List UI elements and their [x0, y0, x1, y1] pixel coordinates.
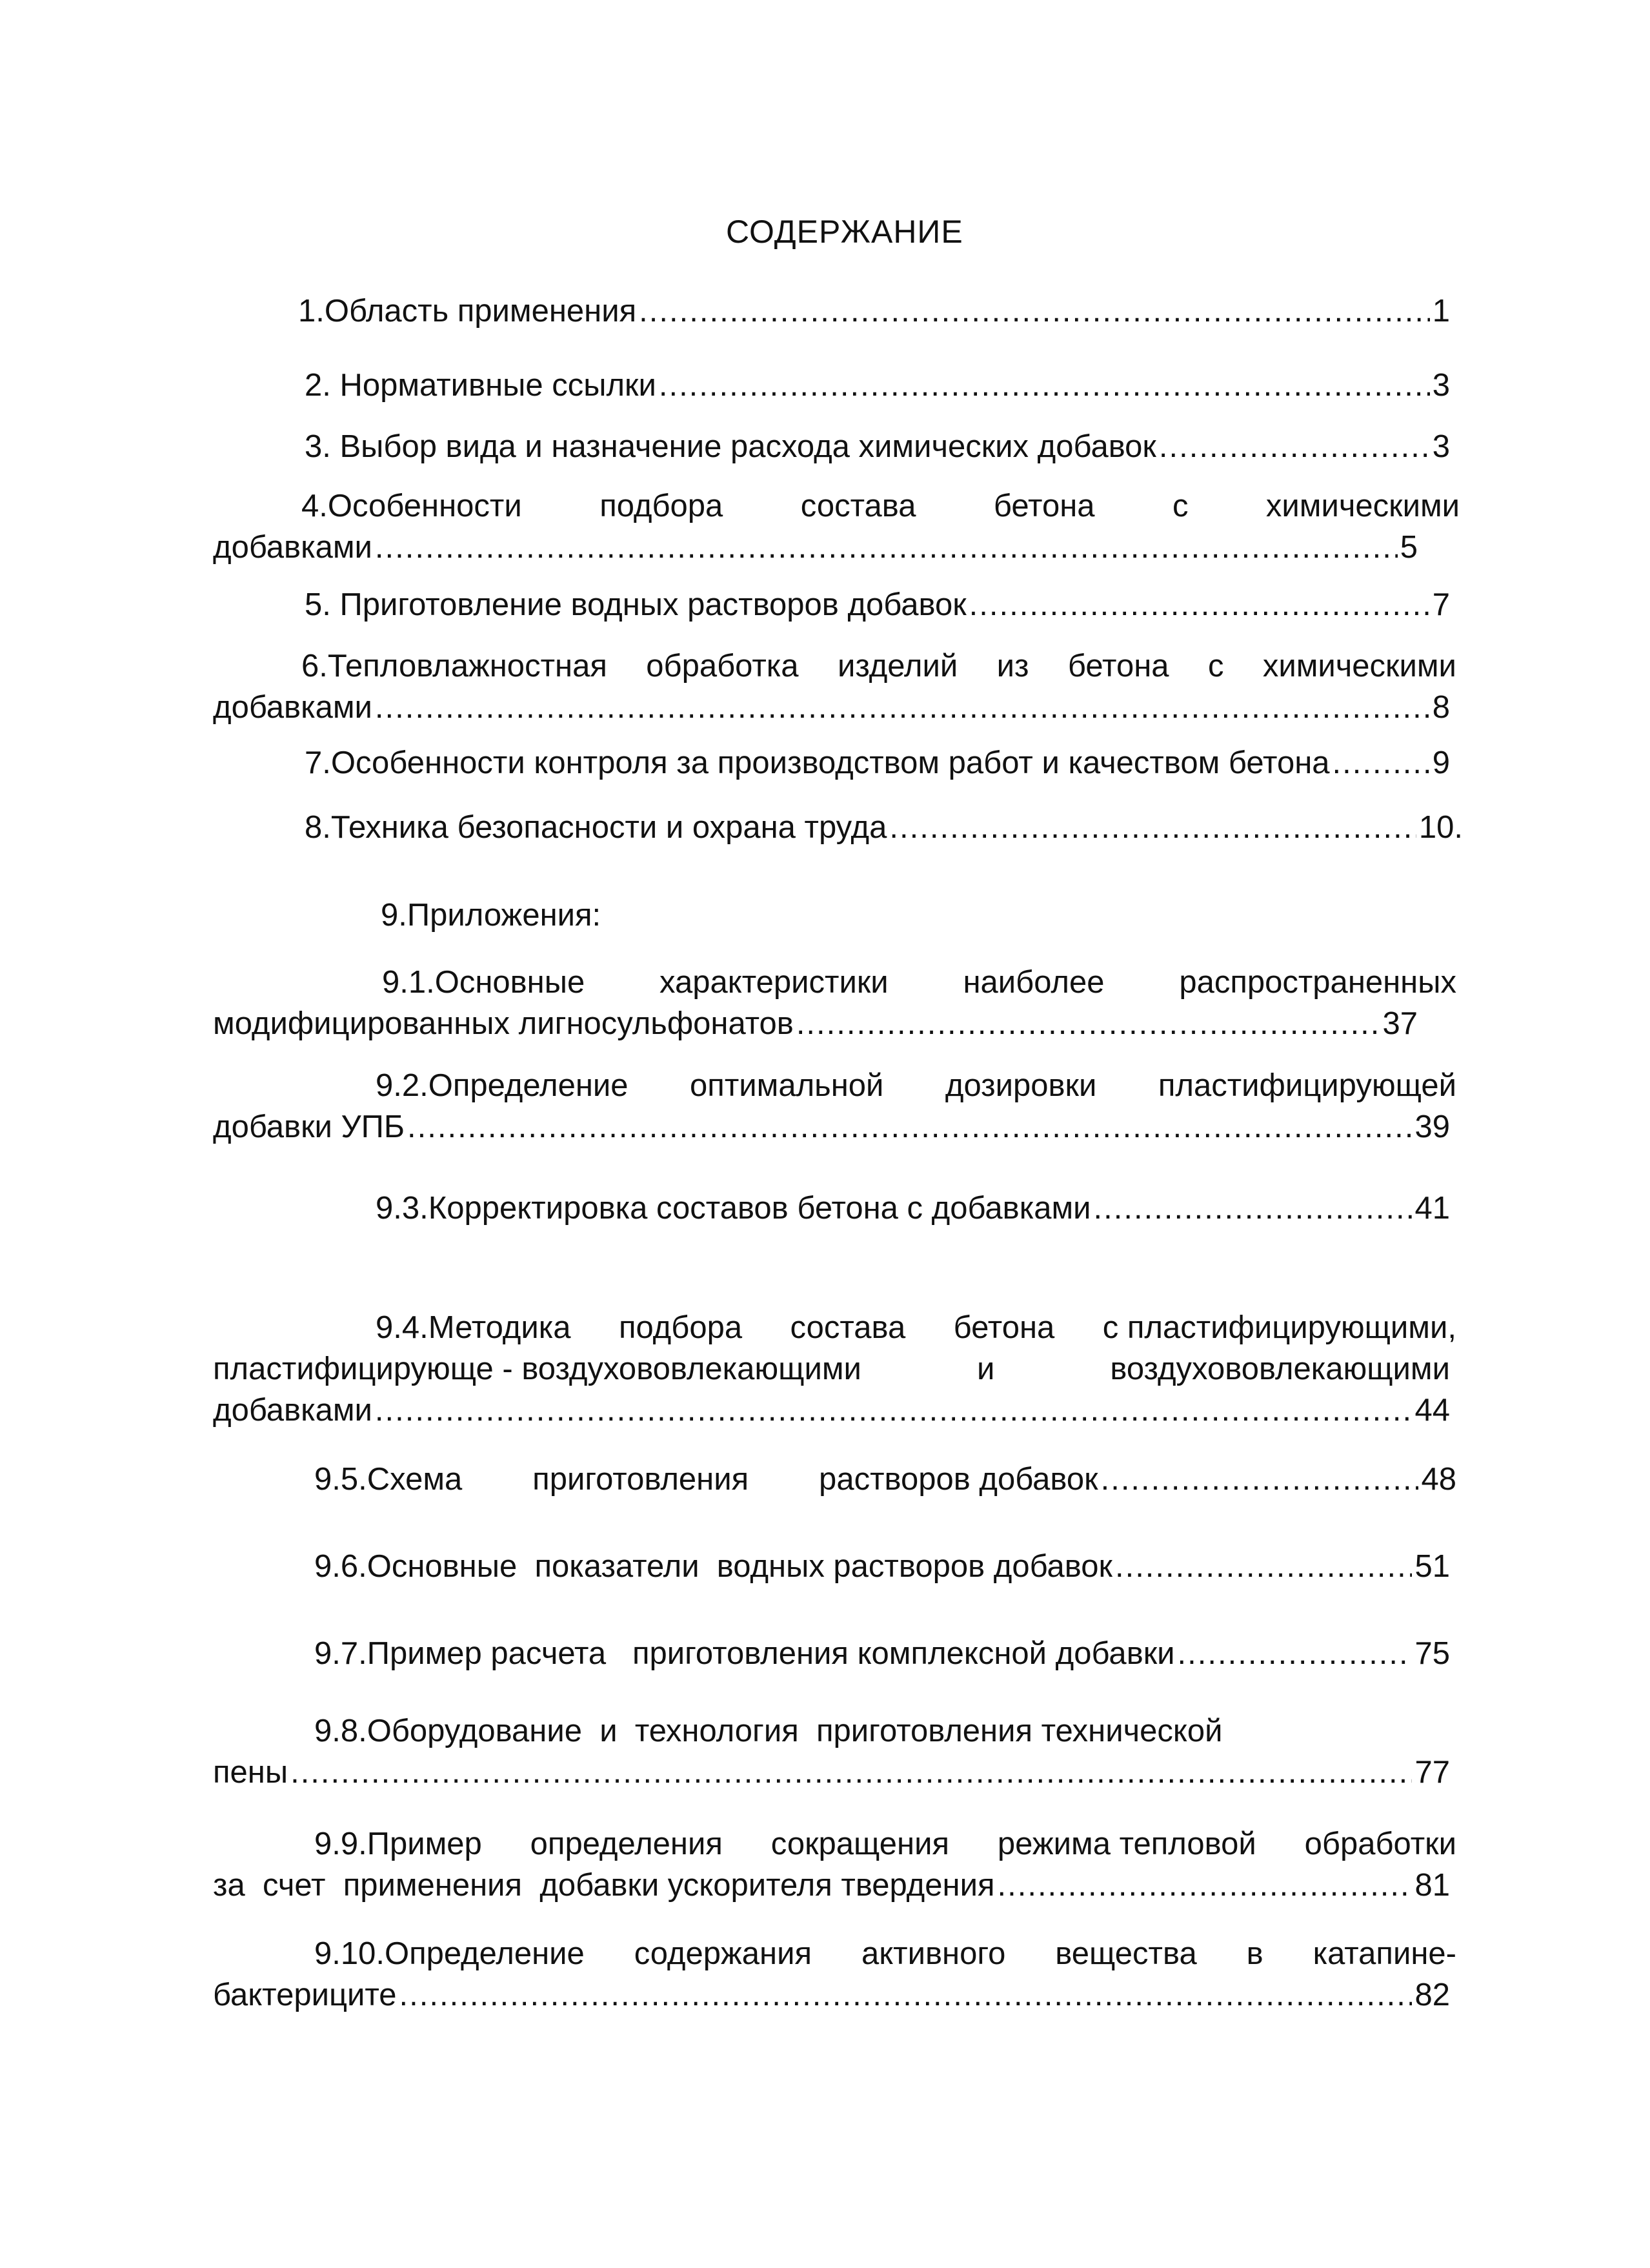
toc-page: 75 [1414, 1636, 1450, 1671]
toc-label: 9.6.Основные показатели водных растворов добавок [314, 1549, 1112, 1584]
page-title: СОДЕРЖАНИЕ [726, 214, 963, 250]
toc-page: 5 [1400, 530, 1418, 565]
word: с [1207, 649, 1224, 683]
toc-label: пены [213, 1755, 288, 1790]
toc-page: 41 [1414, 1191, 1450, 1226]
leader-dots [1333, 742, 1430, 784]
toc-page: 82 [1414, 1978, 1450, 2012]
word: 9.4.Методика [376, 1310, 571, 1345]
word: пластифицирующей [1158, 1068, 1456, 1103]
toc-page: 44 [1414, 1393, 1450, 1428]
appendix-entry-9-7 [314, 1633, 1450, 1674]
leader-dots [997, 1865, 1412, 1906]
word: бетона [993, 489, 1095, 523]
toc-page: 9 [1432, 745, 1450, 780]
word: бетона [1067, 649, 1169, 683]
toc-label: добавками [213, 690, 372, 725]
toc-page: 77 [1414, 1755, 1450, 1790]
leader-dots [1094, 1188, 1413, 1229]
toc-label: за счет применения добавки ускорителя твердения [213, 1868, 995, 1903]
toc-entry-1 [298, 290, 1450, 332]
word: обработки [1304, 1827, 1456, 1861]
word: распространенных [1179, 965, 1456, 1000]
toc-page: 39 [1414, 1109, 1450, 1144]
word: воздухововлекающими [1110, 1352, 1450, 1386]
word: дозировки [945, 1068, 1097, 1103]
word: 9.2.Определение [376, 1068, 629, 1103]
toc-page: 7 [1432, 587, 1450, 622]
word: обработка [646, 649, 799, 683]
leader-dots [290, 1752, 1412, 1793]
appendix-entry-9-9 [213, 1823, 1456, 1906]
word: содержания [634, 1936, 812, 1971]
toc-label: добавками [213, 530, 372, 565]
toc-label: модифицированных лигносульфонатов [213, 1006, 794, 1041]
toc-page: 81 [1414, 1868, 1450, 1903]
toc-label: 9.3.Корректировка составов бетона с добавками [376, 1191, 1091, 1226]
leader-dots [407, 1106, 1412, 1148]
leader-dots [399, 1974, 1413, 2016]
word: из [996, 649, 1029, 683]
appendix-entry-9-2 [213, 1065, 1456, 1148]
leader-dots [969, 584, 1430, 625]
toc-label: добавками [213, 1393, 372, 1428]
toc-entry-7 [305, 742, 1450, 784]
word: наиболее [963, 965, 1105, 1000]
word: в [1246, 1936, 1263, 1971]
toc-label: 9.7.Пример расчета приготовления комплексной добавки [314, 1636, 1175, 1671]
toc-label: 7.Особенности контроля за производством работ и качеством бетона [305, 745, 1330, 780]
word: состава [790, 1310, 906, 1345]
toc-entry-6 [213, 645, 1456, 728]
toc-entry-5 [305, 584, 1450, 625]
leader-dots [889, 807, 1416, 848]
word: сокращения [770, 1827, 950, 1861]
toc-label: 1.Область применения [298, 294, 637, 329]
leader-dots [659, 365, 1430, 406]
toc-page: 51 [1414, 1549, 1450, 1584]
toc-page: 1 [1432, 294, 1450, 329]
leader-dots [375, 1390, 1413, 1431]
toc-page: 48 [1421, 1462, 1456, 1497]
appendix-entry-9-1 [213, 962, 1456, 1044]
word: вещества [1055, 1936, 1197, 1971]
toc-label: 5. Приготовление водных растворов добавок [305, 587, 967, 622]
leader-dots [1159, 426, 1430, 467]
word: и [976, 1352, 995, 1386]
word: 4.Особенности [301, 489, 522, 523]
toc-page: 3 [1432, 429, 1450, 464]
toc-entry-2 [305, 365, 1450, 406]
leader-dots [375, 687, 1430, 728]
leader-dots [796, 1003, 1380, 1044]
toc-label: бактериците [213, 1978, 397, 2012]
word: пластифицирующе - воздухововлекающими [213, 1352, 861, 1386]
toc-entry-3 [305, 426, 1450, 467]
word: подбора [599, 489, 723, 523]
word: определения [530, 1827, 723, 1861]
word: катапине- [1313, 1936, 1456, 1971]
word: состава [800, 489, 916, 523]
toc-label: 9.5.Схема приготовления растворов добавок [314, 1462, 1098, 1497]
appendix-entry-9-5 [314, 1459, 1456, 1500]
toc-page: 10. [1418, 810, 1463, 845]
leader-dots [1115, 1546, 1413, 1587]
word: оптимальной [690, 1068, 884, 1103]
toc-entry-8 [305, 807, 1463, 848]
toc-page: 8 [1432, 690, 1450, 725]
appendix-entry-9-6 [314, 1546, 1450, 1587]
appendix-heading: 9.Приложения: [381, 898, 601, 933]
word: активного [861, 1936, 1006, 1971]
toc-page: 3 [1432, 368, 1450, 403]
toc-label: 3. Выбор вида и назначение расхода химических добавок [305, 429, 1156, 464]
word: изделий [837, 649, 958, 683]
toc-page: 37 [1382, 1006, 1418, 1041]
word: подбора [618, 1310, 743, 1345]
word: 6.Тепловлажностная [301, 649, 607, 683]
appendix-entry-9-8 [213, 1710, 1456, 1793]
appendix-entry-9-10 [213, 1933, 1456, 2016]
word: бетона [953, 1310, 1055, 1345]
toc-entry-4 [213, 485, 1460, 568]
word: 9.9.Пример [314, 1827, 482, 1861]
word: с [1172, 489, 1189, 523]
toc-label: 8.Техника безопасности и охрана труда [305, 810, 887, 845]
toc-first-line: 9.8.Оборудование и технология приготовления технической [314, 1714, 1223, 1748]
leader-dots [1178, 1633, 1413, 1674]
appendix-entry-9-4 [213, 1307, 1456, 1431]
word: с пластифицирующими, [1102, 1310, 1456, 1345]
word: химическими [1265, 489, 1460, 523]
leader-dots [639, 290, 1430, 332]
word: характеристики [659, 965, 889, 1000]
word: 9.10.Определение [314, 1936, 585, 1971]
word: режима тепловой [997, 1827, 1256, 1861]
toc-label: добавки УПБ [213, 1109, 405, 1144]
toc-label: 2. Нормативные ссылки [305, 368, 656, 403]
word: 9.1.Основные [382, 965, 585, 1000]
leader-dots [375, 527, 1398, 568]
leader-dots [1101, 1459, 1419, 1500]
appendix-entry-9-3 [376, 1188, 1450, 1229]
word: химическими [1262, 649, 1456, 683]
